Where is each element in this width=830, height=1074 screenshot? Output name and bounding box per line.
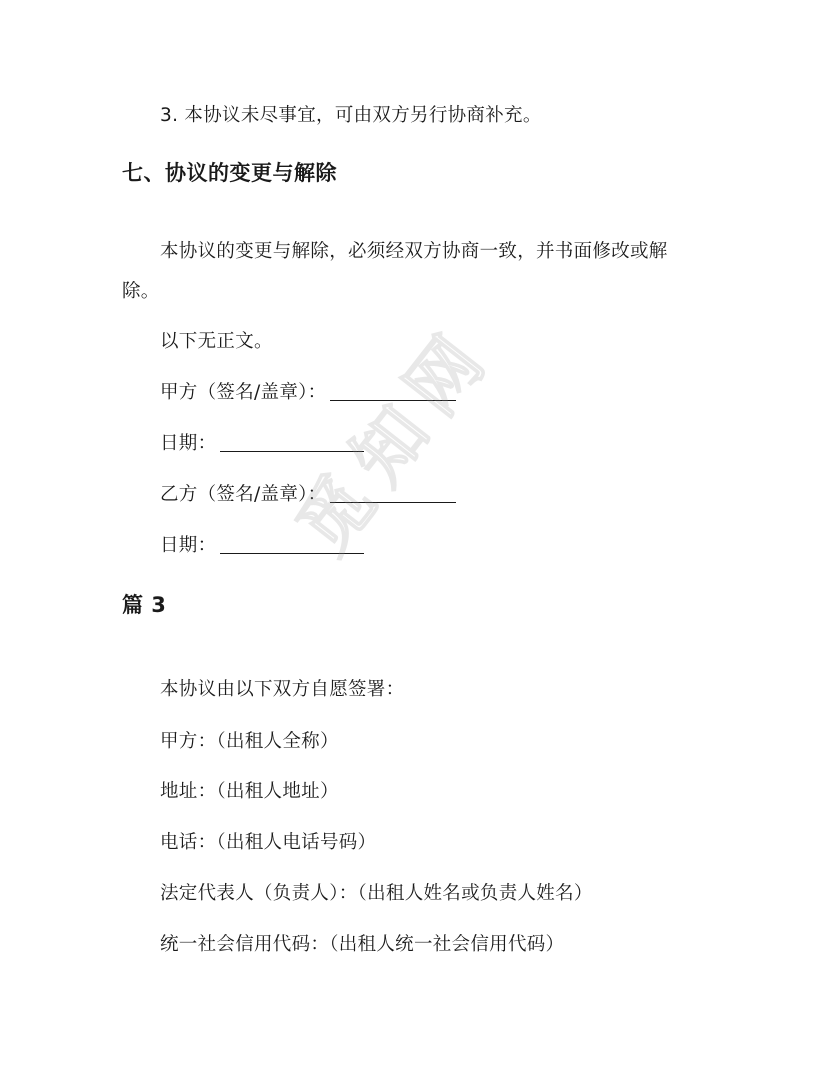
party-b-signature-row	[160, 483, 456, 507]
date-label-1: 日期：	[160, 433, 217, 454]
party-a-field: 甲方：（出租人全称）	[160, 731, 339, 752]
part-3-heading: 篇 3	[122, 593, 167, 617]
legal-representative-field: 法定代表人（负责人）：（出租人姓名或负责人姓名）	[160, 883, 593, 904]
section-7-paragraph-line-1: 本协议的变更与解除，必须经双方协商一致，并书面修改或解	[160, 241, 668, 262]
section-7-paragraph-line-2: 除。	[122, 281, 160, 302]
date-row-2	[160, 534, 364, 558]
watermark	[268, 255, 552, 575]
no-more-text-note: 以下无正文。	[160, 331, 273, 352]
party-b-signature-label: 乙方（签名/盖章）：	[160, 484, 327, 505]
date-row-1	[160, 432, 364, 456]
date-label-2: 日期：	[160, 535, 217, 556]
party-b-signature-blank	[330, 484, 456, 503]
party-a-signature-label: 甲方（签名/盖章）：	[160, 382, 327, 403]
clause-3-text: 3. 本协议未尽事宜，可由双方另行协商补充。	[160, 105, 542, 126]
date-blank-1	[220, 433, 364, 452]
phone-field: 电话：（出租人电话号码）	[160, 832, 377, 853]
party-a-signature-row	[160, 381, 456, 405]
address-field: 地址：（出租人地址）	[160, 781, 339, 802]
party-a-signature-blank	[330, 382, 456, 401]
agreement-intro: 本协议由以下双方自愿签署：	[160, 679, 405, 700]
date-blank-2	[220, 535, 364, 554]
watermark-text: 觅知网	[280, 309, 510, 569]
section-7-heading: 七、协议的变更与解除	[122, 161, 337, 185]
credit-code-field: 统一社会信用代码：（出租人统一社会信用代码）	[160, 934, 565, 955]
